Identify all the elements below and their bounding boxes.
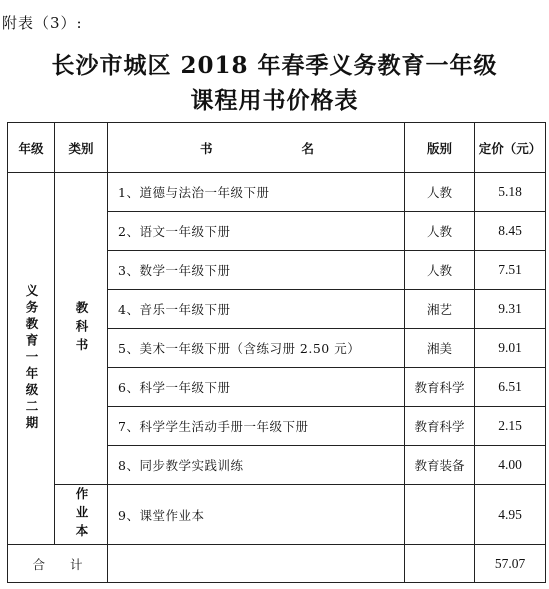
document-subtitle: 课程用书价格表	[190, 87, 359, 114]
book-edition	[405, 485, 475, 545]
book-price: 9.31	[475, 290, 546, 329]
book-name: 1、道德与法治一年级下册	[108, 173, 405, 212]
book-name: 6、科学一年级下册	[108, 368, 405, 407]
attachment-label: 附表（3）:	[2, 14, 83, 32]
header-price: 定价（元）	[475, 123, 546, 173]
document-title: 长沙市城区 2018 年春季义务教育一年级	[51, 52, 498, 79]
table-row	[8, 485, 546, 545]
book-name: 9、课堂作业本	[108, 485, 405, 545]
book-name: 7、科学学生活动手册一年级下册	[108, 407, 405, 446]
grade-cell	[8, 173, 55, 545]
book-edition: 教育科学	[405, 368, 475, 407]
book-name: 3、数学一年级下册	[108, 251, 405, 290]
book-name: 2、语文一年级下册	[108, 212, 405, 251]
total-value: 57.07	[475, 545, 546, 583]
book-price: 9.01	[475, 329, 546, 368]
category-cell-textbook	[55, 173, 108, 485]
book-name: 8、同步教学实践训练	[108, 446, 405, 485]
book-price: 5.18	[475, 173, 546, 212]
table-row	[8, 173, 546, 212]
total-empty-book	[108, 545, 405, 583]
book-price: 8.45	[475, 212, 546, 251]
book-edition: 人教	[405, 173, 475, 212]
book-edition: 教育科学	[405, 407, 475, 446]
header-category: 类别	[55, 123, 108, 173]
book-price: 2.15	[475, 407, 546, 446]
header-book-char-1: 书	[200, 140, 213, 156]
header-book-name	[108, 123, 405, 173]
book-price: 4.00	[475, 446, 546, 485]
book-edition: 人教	[405, 251, 475, 290]
book-edition: 教育装备	[405, 446, 475, 485]
total-row	[8, 545, 546, 583]
category-cell-workbook	[55, 485, 108, 545]
header-book-char-2: 名	[301, 140, 314, 156]
book-edition: 湘艺	[405, 290, 475, 329]
category-workbook: 作业本	[74, 486, 89, 543]
header-row	[8, 123, 546, 173]
grade-value: 义务教育一年级二期	[24, 284, 39, 433]
price-table	[7, 122, 546, 583]
category-textbook: 教科书	[74, 300, 89, 357]
book-price: 7.51	[475, 251, 546, 290]
book-name: 5、美术一年级下册（含练习册 2.50 元）	[108, 329, 405, 368]
total-label: 合 计	[8, 545, 108, 583]
header-edition: 版别	[405, 123, 475, 173]
book-price: 6.51	[475, 368, 546, 407]
book-price: 4.95	[475, 485, 546, 545]
book-edition: 湘美	[405, 329, 475, 368]
total-empty-edition	[405, 545, 475, 583]
header-grade: 年级	[8, 123, 55, 173]
book-name: 4、音乐一年级下册	[108, 290, 405, 329]
book-edition: 人教	[405, 212, 475, 251]
